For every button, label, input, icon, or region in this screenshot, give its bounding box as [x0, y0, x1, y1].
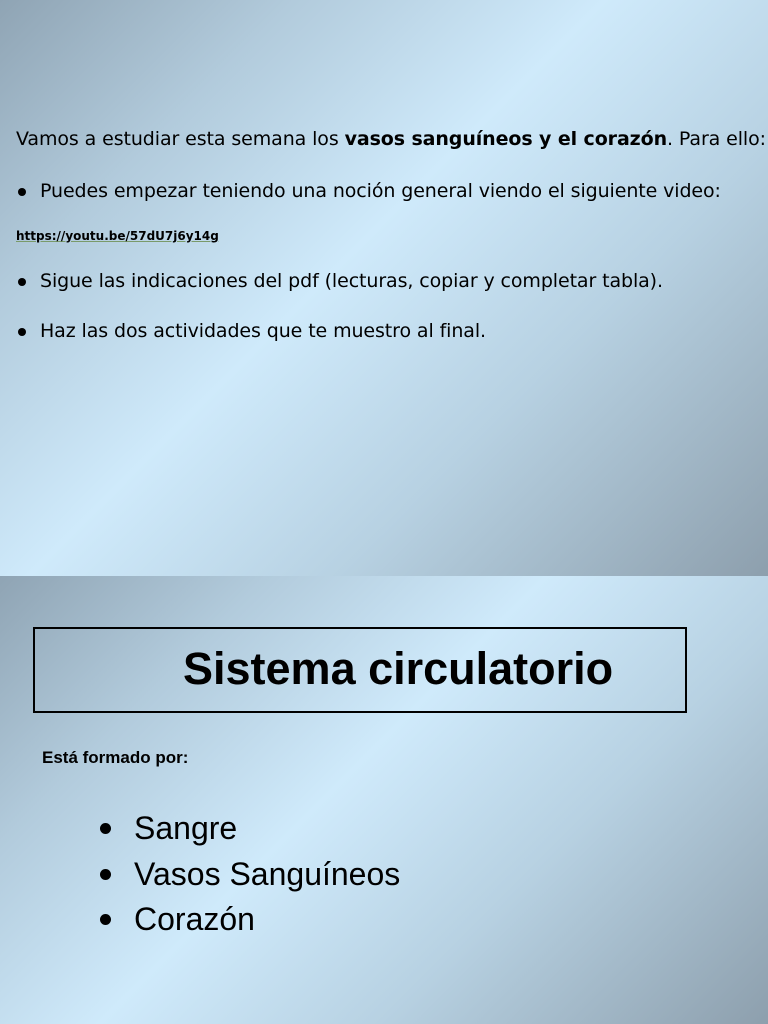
list-item-label: Vasos Sanguíneos	[134, 855, 401, 892]
intro-text-bold: vasos sanguíneos y el corazón	[344, 128, 668, 150]
list-item-label: Corazón	[134, 901, 255, 938]
bullet-icon	[100, 823, 111, 834]
bullet-icon	[18, 188, 26, 196]
bullet-item-activities	[18, 320, 486, 342]
bullet-item-pdf	[18, 270, 663, 292]
bullet-item-video	[18, 180, 721, 202]
bullet-icon	[100, 869, 111, 880]
list-item-label: Sangre	[134, 810, 238, 847]
bullet-text: Sigue las indicaciones del pdf (lecturas, copiar y completar tabla).	[40, 270, 663, 292]
title-box	[33, 627, 687, 713]
intro-paragraph	[16, 128, 766, 150]
bullet-icon	[18, 328, 26, 336]
list-item	[100, 852, 400, 898]
list-item	[100, 806, 400, 852]
bullet-icon	[18, 278, 26, 286]
bullet-icon	[100, 914, 111, 925]
slide-title: Sistema circulatorio	[183, 643, 614, 694]
slide-subtitle: Está formado por:	[42, 748, 189, 767]
intro-text-start: Vamos a estudiar esta semana los	[16, 128, 345, 150]
components-list	[100, 806, 400, 943]
intro-text-end: . Para ello:	[667, 128, 766, 150]
bullet-text: Puedes empezar teniendo una noción general viendo el siguiente video:	[40, 180, 721, 202]
video-link[interactable]: https://youtu.be/57dU7j6y14g	[16, 229, 219, 243]
bullet-text: Haz las dos actividades que te muestro al final.	[40, 320, 486, 342]
slide-circulatory-system	[0, 576, 768, 1024]
list-item	[100, 897, 400, 943]
